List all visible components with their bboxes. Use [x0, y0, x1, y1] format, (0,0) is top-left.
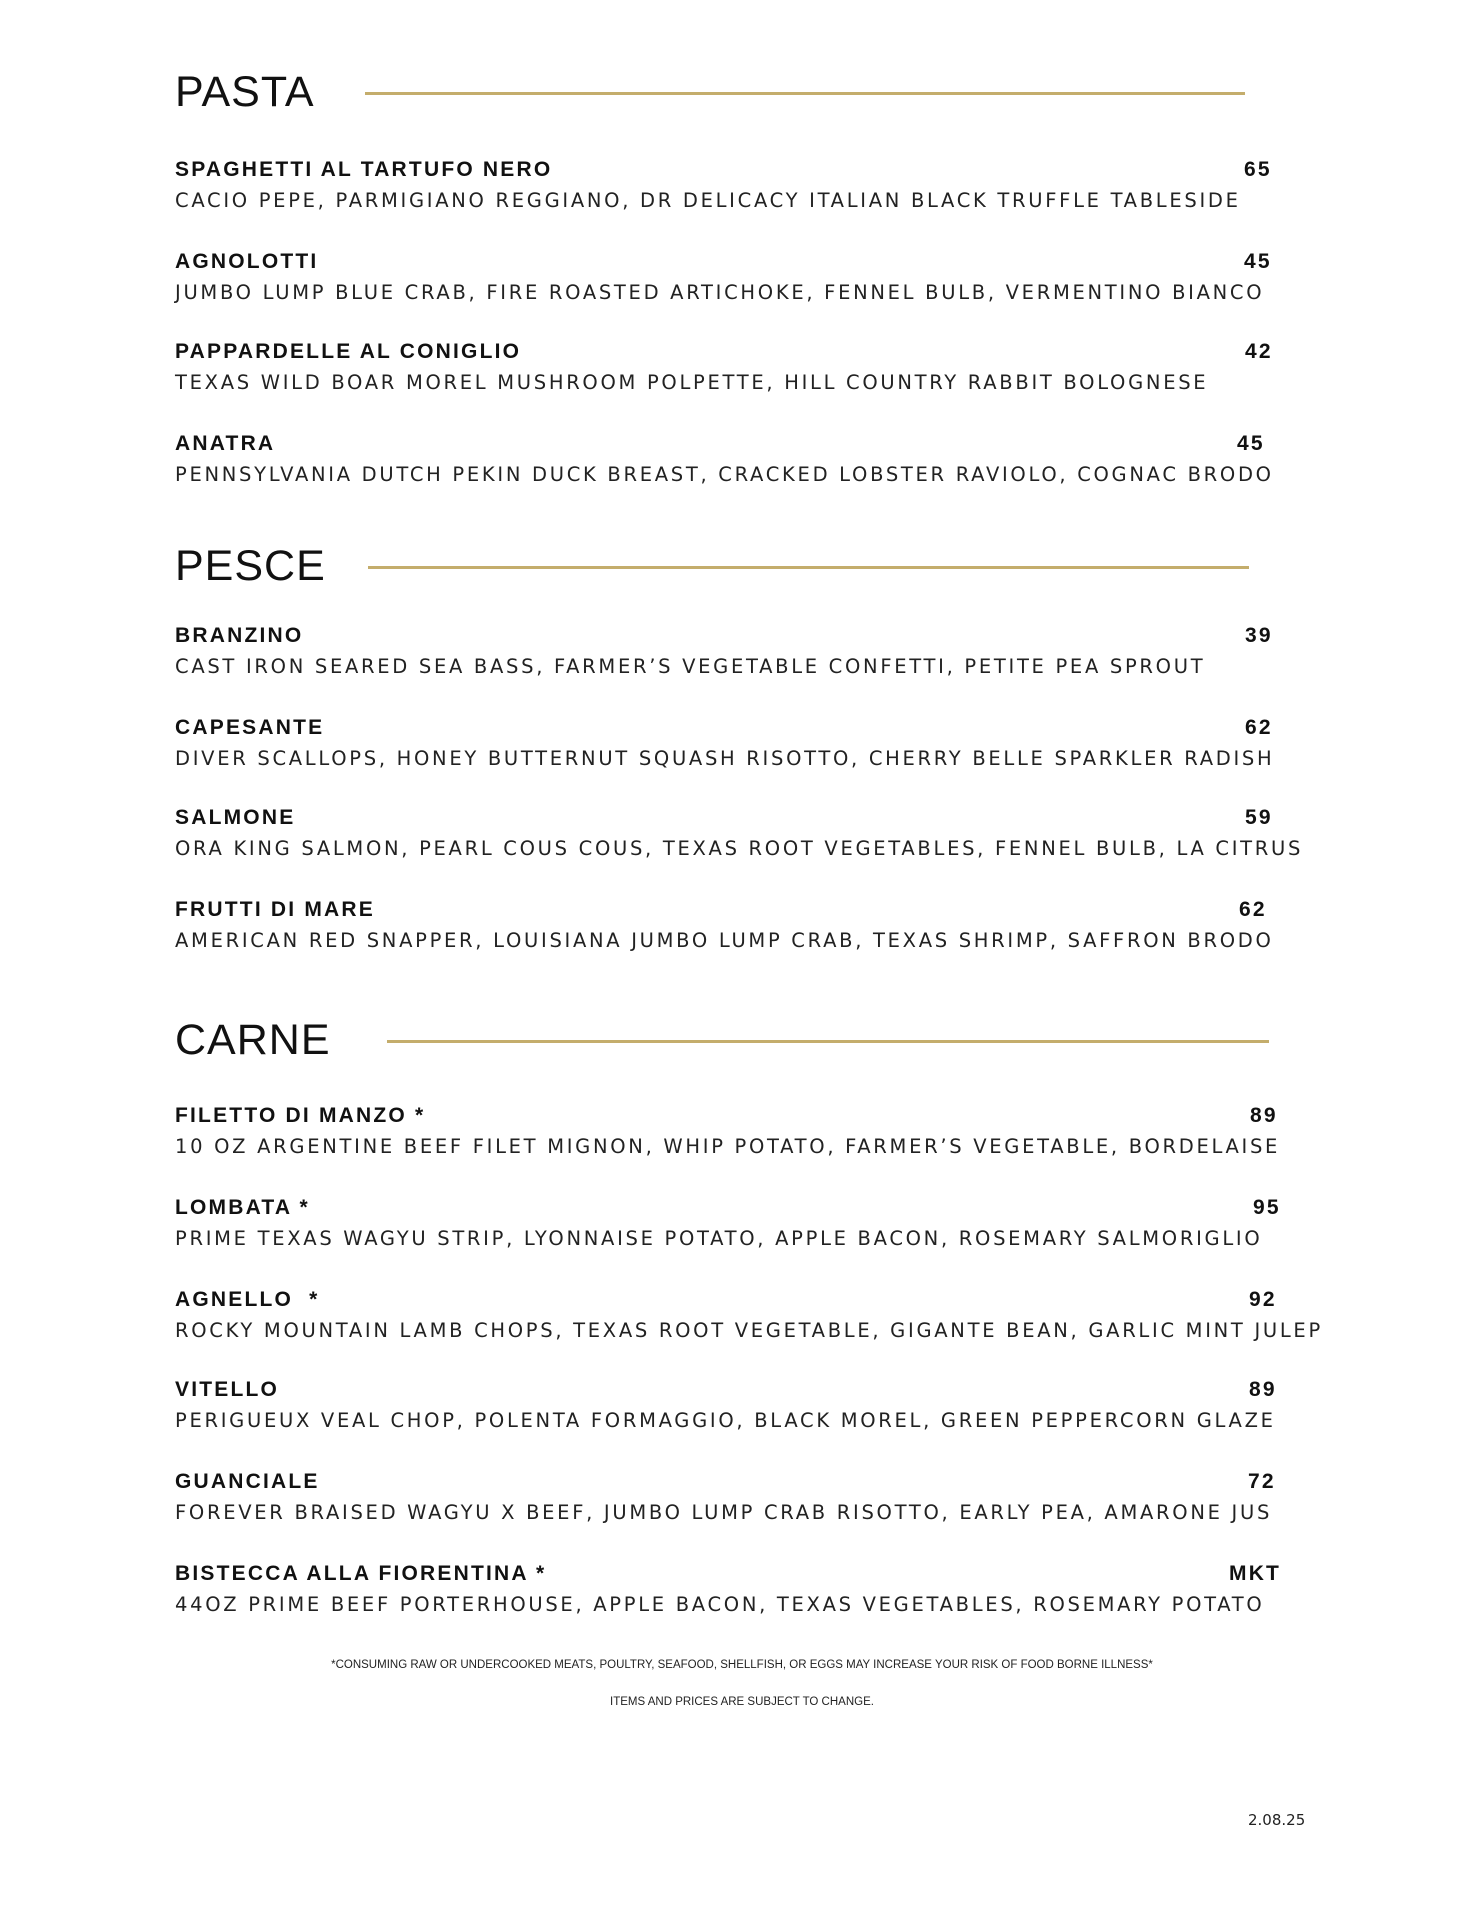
- item-name: FRUTTI DI MARE: [175, 898, 375, 921]
- item-description: CACIO PEPE, PARMIGIANO REGGIANO, DR DELICACY ITALIAN BLACK TRUFFLE TABLESIDE: [175, 189, 1241, 212]
- item-price: 89: [1249, 1378, 1277, 1401]
- menu-item: [175, 339, 1285, 403]
- menu-item: [175, 431, 1285, 495]
- section-header-pasta: [175, 62, 1255, 122]
- item-name: AGNELLO *: [175, 1288, 320, 1311]
- item-description: PERIGUEUX VEAL CHOP, POLENTA FORMAGGIO, BLACK MOREL, GREEN PEPPERCORN GLAZE: [175, 1409, 1276, 1432]
- item-price: 72: [1248, 1470, 1276, 1493]
- item-price: 89: [1250, 1104, 1278, 1127]
- item-name: SALMONE: [175, 806, 296, 829]
- menu-item: [175, 715, 1285, 779]
- menu-item: [175, 1469, 1295, 1533]
- section-title: PESCE: [175, 542, 326, 590]
- menu-item: [175, 805, 1304, 869]
- menu-item: [175, 1287, 1323, 1351]
- section-title: PASTA: [175, 68, 315, 116]
- menu-item: [175, 623, 1285, 687]
- item-price: MKT: [1229, 1562, 1282, 1585]
- menu-version-date: 2.08.25: [1248, 1811, 1306, 1829]
- item-description: JUMBO LUMP BLUE CRAB, FIRE ROASTED ARTICHOKE, FENNEL BULB, VERMENTINO BIANCO: [175, 281, 1265, 304]
- item-name: BISTECCA ALLA FIORENTINA *: [175, 1562, 547, 1585]
- section-divider-rule: [365, 92, 1245, 95]
- item-description: AMERICAN RED SNAPPER, LOUISIANA JUMBO LUMP CRAB, TEXAS SHRIMP, SAFFRON BRODO: [175, 929, 1274, 952]
- section-divider-rule: [387, 1040, 1269, 1043]
- menu-item: [175, 1561, 1295, 1625]
- item-description: TEXAS WILD BOAR MOREL MUSHROOM POLPETTE, HILL COUNTRY RABBIT BOLOGNESE: [175, 371, 1209, 394]
- section-header-pesce: [175, 536, 1255, 596]
- price-disclaimer: ITEMS AND PRICES ARE SUBJECT TO CHANGE.: [610, 1696, 874, 1708]
- item-description: DIVER SCALLOPS, HONEY BUTTERNUT SQUASH RISOTTO, CHERRY BELLE SPARKLER RADISH: [175, 747, 1275, 770]
- item-price: 62: [1245, 716, 1273, 739]
- item-name: GUANCIALE: [175, 1470, 320, 1493]
- item-name: LOMBATA *: [175, 1196, 310, 1219]
- menu-item: [175, 249, 1285, 313]
- menu-item: [175, 157, 1285, 221]
- item-price: 65: [1244, 158, 1272, 181]
- food-safety-warning: *CONSUMING RAW OR UNDERCOOKED MEATS, POULTRY, SEAFOOD, SHELLFISH, OR EGGS MAY INCREASE YOUR RISK OF FOOD BORNE ILLNESS*: [331, 1659, 1153, 1671]
- item-description: ORA KING SALMON, PEARL COUS COUS, TEXAS ROOT VEGETABLES, FENNEL BULB, LA CITRUS: [175, 837, 1304, 860]
- item-name: PAPPARDELLE AL CONIGLIO: [175, 340, 522, 363]
- item-name: ANATRA: [175, 432, 276, 455]
- section-title: CARNE: [175, 1016, 331, 1064]
- item-price: 59: [1245, 806, 1273, 829]
- menu-item: [175, 1195, 1295, 1259]
- item-price: 95: [1253, 1196, 1281, 1219]
- item-name: SPAGHETTI AL TARTUFO NERO: [175, 158, 553, 181]
- item-name: FILETTO DI MANZO *: [175, 1104, 426, 1127]
- item-description: CAST IRON SEARED SEA BASS, FARMER’S VEGETABLE CONFETTI, PETITE PEA SPROUT: [175, 655, 1206, 678]
- item-price: 92: [1249, 1288, 1277, 1311]
- item-price: 45: [1237, 432, 1265, 455]
- menu-item: [175, 897, 1285, 961]
- menu-item: [175, 1103, 1295, 1167]
- item-price: 39: [1245, 624, 1273, 647]
- item-description: PENNSYLVANIA DUTCH PEKIN DUCK BREAST, CRACKED LOBSTER RAVIOLO, COGNAC BRODO: [175, 463, 1274, 486]
- section-header-carne: [175, 1010, 1275, 1070]
- section-divider-rule: [368, 566, 1249, 569]
- item-name: CAPESANTE: [175, 716, 325, 739]
- item-name: AGNOLOTTI: [175, 250, 319, 273]
- item-description: 44OZ PRIME BEEF PORTERHOUSE, APPLE BACON, TEXAS VEGETABLES, ROSEMARY POTATO: [175, 1593, 1265, 1616]
- item-name: BRANZINO: [175, 624, 304, 647]
- item-description: ROCKY MOUNTAIN LAMB CHOPS, TEXAS ROOT VEGETABLE, GIGANTE BEAN, GARLIC MINT JULEP: [175, 1319, 1323, 1342]
- item-price: 62: [1239, 898, 1267, 921]
- item-description: 10 OZ ARGENTINE BEEF FILET MIGNON, WHIP POTATO, FARMER’S VEGETABLE, BORDELAISE: [175, 1135, 1281, 1158]
- item-price: 42: [1245, 340, 1273, 363]
- item-description: PRIME TEXAS WAGYU STRIP, LYONNAISE POTATO, APPLE BACON, ROSEMARY SALMORIGLIO: [175, 1227, 1263, 1250]
- item-name: VITELLO: [175, 1378, 280, 1401]
- item-description: FOREVER BRAISED WAGYU X BEEF, JUMBO LUMP CRAB RISOTTO, EARLY PEA, AMARONE JUS: [175, 1501, 1273, 1524]
- menu-item: [175, 1377, 1295, 1441]
- item-price: 45: [1244, 250, 1272, 273]
